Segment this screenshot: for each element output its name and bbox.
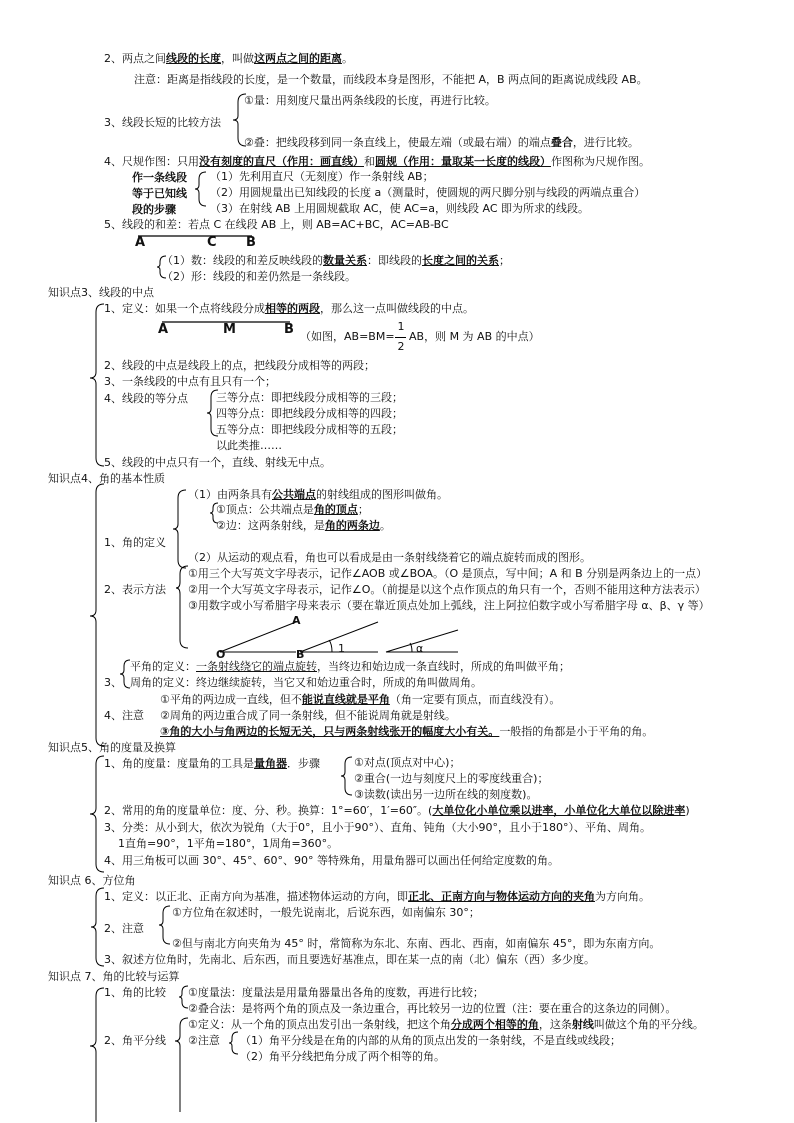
point-label: C [207, 235, 217, 250]
measure-step: ②重合(一边与刻度尺上的零度线重合)； [354, 772, 549, 785]
brace [179, 986, 188, 1008]
text: ①平角的两边成一直线，但不 [160, 693, 302, 706]
note-2: ②周角的两边重合成了同一条射线，但不能说周角就是射线。 [160, 709, 456, 722]
sum-note-2: （2）形：线段的和差仍然是一条线段。 [162, 270, 356, 283]
sum-note-1 [162, 254, 510, 268]
bold-text: 量角器 [254, 757, 287, 770]
section-title: 知识点4、角的基本性质 [48, 472, 165, 485]
bold-text: ③角的大小与角两边的长短无关，只与两条射线张开的幅度大小有关。 [160, 725, 500, 738]
bold-text: 这两点之间的距离 [254, 52, 342, 65]
brace [90, 304, 104, 466]
note-1 [160, 693, 560, 707]
bold-text: 能说直线就是平角 [301, 693, 390, 706]
midpoint-example: （如图，AB=BM= [300, 330, 395, 343]
section-title: 知识点 7、角的比较与运算 [48, 970, 180, 983]
text: 1、定义：如果一个点将线段分成 [104, 302, 265, 315]
angle-def-heading: 1、角的定义 [104, 536, 166, 549]
text: 一般指的角都是小于平角的角。 [499, 725, 654, 738]
fraction-numerator: 1 [397, 320, 405, 333]
angle-def-2: （2）从运动的观点看，角也可以看成是由一条射线绕着它的端点旋转而成的图形。 [188, 551, 591, 564]
text: ) [685, 804, 690, 817]
midpoint-example-end: AB，则 M 为 AB 的中点） [409, 330, 540, 343]
text: 的射线组成的图形叫做角。 [316, 488, 448, 501]
repr-heading: 2、表示方法 [104, 583, 166, 596]
brace [341, 757, 352, 795]
distance-line [104, 52, 353, 66]
compare-heading: 1、角的比较 [104, 986, 166, 999]
compare-heading: 3、线段长短的比较方法 [104, 116, 221, 129]
equal-points-heading: 4、线段的等分点 [104, 392, 188, 405]
angle-label: α [416, 642, 424, 655]
side-label: 作一条线段 [132, 171, 187, 184]
underlined-text: 一条射线绕它的端点旋转 [196, 660, 317, 673]
ruler-compass-heading [104, 155, 650, 169]
brace [229, 1032, 238, 1054]
text: ； [499, 254, 510, 267]
text: 4、尺规作图：只用 [104, 155, 199, 168]
text: 作图称为尺规作图。 [551, 155, 650, 168]
brace [173, 490, 186, 568]
angle-label: B [296, 648, 305, 661]
bisector-note: （1）角平分线是在角的内部的从角的顶点出发的一条射线，不是直线或线段； [240, 1034, 621, 1047]
equal-point: 五等分点：即把线段分成相等的五段； [216, 423, 403, 436]
angle-arc [329, 640, 332, 652]
angle-values: 1直角=90°，1平角=180°，1周角=360°。 [118, 837, 339, 850]
repr-1: ①用三个大写英文字母表示，记作∠AOB 或∠BOA。（O 是顶点，写中间；A 和 B 分别是两条边上的一点） [188, 567, 708, 580]
step: （3）在射线 AB 上用圆规截取 AC，使 AC=a，则线段 AC 即为所求的线段。 [210, 202, 590, 215]
sum-diff-heading: 5、线段的和差：若点 C 在线段 AB 上，则 AB=AC+BC，AC=AB-BC [104, 218, 449, 231]
fraction-bar [395, 337, 406, 338]
section-title: 知识点 6、方位角 [48, 874, 136, 887]
fraction-denominator: 2 [397, 340, 405, 353]
text: 2、常用的角的度量单位：度、分、秒。换算：1°=60′，1′=60″。( [104, 804, 433, 817]
measure-method: ①量：用刻度尺量出两条线段的长度，再进行比较。 [244, 94, 496, 107]
brace [91, 888, 104, 966]
bold-text: 大单位化小单位乘以进率，小单位化大单位以除进率 [432, 804, 686, 817]
measure-step: ③读数(读出另一边所在线的刻度数)。 [354, 788, 538, 801]
text: ，那么这一点叫做线段的中点。 [320, 302, 474, 315]
direction-note: ②但与南北方向夹角为 45° 时，常简称为东北、东南、西北、西南，如南偏东 45°，即为东南方向。 [172, 937, 661, 950]
point-label: M [223, 322, 236, 337]
text: 为方向角。 [595, 890, 650, 903]
distance-note: 注意：距离是指线段的长度，是一个数量，而线段本身是图形，不能把 A，B 两点间的距离说成线段 AB。 [134, 73, 648, 86]
text: ．步骤 [287, 757, 320, 770]
text: 。 [379, 519, 391, 532]
bold-text: 数量关系 [323, 254, 367, 267]
midpoint-definition [104, 302, 474, 316]
brace [90, 756, 104, 872]
bold-text: 分成两个相等的角 [450, 1018, 539, 1031]
measure-heading [104, 757, 320, 771]
text: 叫做这个角的平分线。 [593, 1018, 704, 1031]
section-title: 知识点5、角的度量及换算 [48, 741, 176, 754]
compare-method: ①度量法：度量法是用量角器量出各角的度数，再进行比较； [188, 986, 484, 999]
section-title: 知识点3、线段的中点 [48, 286, 154, 299]
direction-rule: 3、叙述方位角时，先南北、后东西，而且要选好基准点，即在某一点的南（北）偏东（西）多少度。 [104, 953, 595, 966]
angle-ray [220, 622, 296, 652]
text: 2、两点之间 [104, 52, 166, 65]
overlap-method [244, 136, 639, 150]
item-number: 3、 [104, 676, 122, 689]
bisector-def [188, 1018, 704, 1032]
side-label: 段的步骤 [132, 203, 176, 216]
angle-label: A [292, 614, 301, 627]
step: （2）用圆规量出已知线段的长度 a（测量时，使圆规的两尺脚分别与线段的两端点重合） [210, 186, 646, 199]
text: ①定义：从一个角的顶点出发引出一条射线，把这个角 [188, 1018, 451, 1031]
note-heading: 2、注意 [104, 922, 144, 935]
equal-point: 四等分点：即把线段分成相等的四段； [216, 407, 403, 420]
text: ； [357, 503, 369, 516]
direction-note: ①方位角在叙述时，一般先说南北，后说东西，如南偏东 30°； [172, 906, 480, 919]
brace [195, 172, 206, 206]
brace [176, 566, 188, 648]
step: （1）先利用直尺（无刻度）作一条射线 AB； [210, 170, 434, 183]
side-def [216, 519, 391, 533]
classification: 3、分类：从小到大，依次为锐角（大于0°，且小于90°）、直角、钝角（大小90°，且小于180°）、平角、周角。 [104, 821, 651, 834]
equal-point: 以此类推…… [216, 439, 282, 452]
straight-angle-def [130, 660, 570, 674]
point-label: B [284, 322, 294, 337]
bold-text: 长度之间的关系 [422, 254, 499, 267]
point-label: B [246, 235, 256, 250]
equal-point: 三等分点：即把线段分成相等的三段； [216, 391, 403, 404]
bold-text: 角的顶点 [313, 503, 358, 516]
text: 平角的定义： [130, 660, 196, 673]
text: （1）数：线段的和差反映线段的 [162, 254, 323, 267]
bold-text: 正北、正南方向与物体运动方向的夹角 [408, 890, 595, 903]
text: ，当终边和始边成一条直线时，所成的角叫做平角； [317, 660, 570, 673]
note-heading: 4、注意 [104, 709, 144, 722]
midpoint-prop: 3、一条线段的中点有且只有一个； [104, 375, 276, 388]
text: ，进行比较。 [572, 136, 639, 149]
vertex-def [216, 503, 369, 517]
bold-text: 圆规（作用：量取某一长度的线段） [375, 155, 551, 168]
bisector-note: （2）角平分线把角分成了两个相等的角。 [240, 1050, 445, 1063]
text: ：即线段的 [367, 254, 422, 267]
text: ，这条 [538, 1018, 572, 1031]
brace [90, 988, 104, 1122]
bold-text: 射线 [571, 1018, 594, 1031]
point-label: A [135, 235, 146, 250]
text: （角一定要有顶点，而直线没有）。 [389, 693, 561, 706]
note-heading: ②注意 [188, 1034, 220, 1047]
brace [90, 484, 104, 746]
angle-label: O [216, 648, 226, 661]
side-label: 等于已知线 [132, 187, 187, 200]
bold-text: 叠合 [550, 136, 573, 149]
triangle-ruler: 4、用三角板可以画 30°、45°、60°、90° 等特殊角，用量角器可以画出任何给定度数的角。 [104, 854, 559, 867]
midpoint-prop: 5、线段的中点只有一个，直线、射线无中点。 [104, 456, 331, 469]
note-3 [160, 725, 653, 739]
repr-2: ②用一个大写英文字母表示，记作∠O。（前提是以这个点作顶点的角只有一个，否则不能用这种方法表示） [188, 583, 706, 596]
full-angle-def: 周角的定义：终边继续旋转，当它又和始边重合时，所成的角叫做周角。 [130, 676, 482, 689]
angle-label: 1 [338, 642, 345, 655]
compare-method: ②叠合法：是将两个角的顶点及一条边重合，再比较另一边的位置（注：要在重合的这条边的同侧）。 [188, 1002, 677, 1015]
text: ，叫做 [221, 52, 254, 65]
text: ②边：这两条射线，是 [216, 519, 325, 532]
angle-def-1 [188, 488, 448, 502]
text: ②叠：把线段移到同一条直线上，使最左端（或最右端）的端点 [244, 136, 551, 149]
bold-text: 没有刻度的直尺（作用：画直线） [199, 155, 364, 168]
text: 和 [364, 155, 375, 168]
point-label: A [158, 322, 169, 337]
bold-text: 公共端点 [272, 488, 316, 501]
brace [175, 1018, 188, 1112]
text: 1、定义：以正北、正南方向为基准，描述物体运动的方向，即 [104, 890, 408, 903]
text: ①顶点：公共端点是 [216, 503, 314, 516]
bold-text: 相等的两段 [265, 302, 320, 315]
bold-text: 线段的长度 [166, 52, 221, 65]
midpoint-prop: 2、线段的中点是线段上的点，把线段分成相等的两段； [104, 359, 375, 372]
bisector-heading: 2、角平分线 [104, 1034, 166, 1047]
bold-text: 角的两条边 [324, 519, 380, 532]
brace [159, 906, 170, 944]
repr-3: ③用数字或小写希腊字母来表示（要在靠近顶点处加上弧线，注上阿拉伯数字或小写希腊字母 α、β、γ 等） [188, 599, 710, 612]
measure-step: ①对点(顶点对中心)； [354, 756, 461, 769]
units-line [104, 804, 690, 818]
direction-def [104, 890, 650, 904]
text: 。 [342, 52, 353, 65]
text: 1、角的度量：度量角的工具是 [104, 757, 254, 770]
text: （1）由两条具有 [188, 488, 272, 501]
